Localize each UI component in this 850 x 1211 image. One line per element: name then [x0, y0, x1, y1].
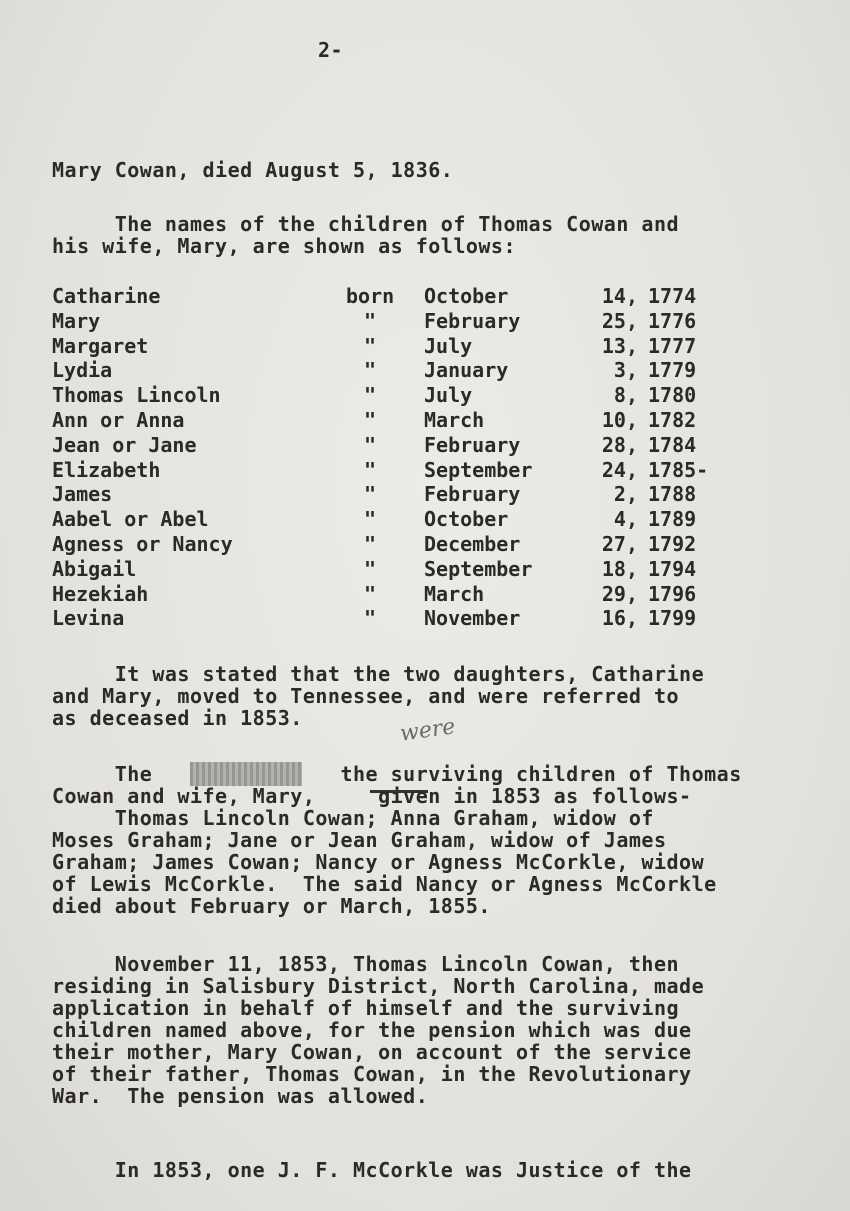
birth-year: 1779	[648, 358, 697, 383]
child-name: Agness or Nancy	[52, 531, 233, 556]
child-row	[52, 408, 752, 433]
child-name: Thomas Lincoln	[52, 383, 221, 408]
birth-year: 1799	[648, 606, 697, 631]
birth-year: 1796	[648, 581, 697, 606]
birth-year: 1792	[648, 531, 697, 556]
birth-day: 29,	[601, 581, 638, 606]
born-label: "	[364, 507, 377, 532]
birth-month: February	[424, 308, 521, 333]
text-line: It was stated that the two daughters, Catharine	[52, 662, 705, 686]
child-row	[52, 557, 752, 582]
birth-day: 28,	[601, 432, 638, 457]
text-line: his wife, Mary, are shown as follows:	[52, 234, 517, 258]
born-label: "	[364, 358, 377, 383]
text-line: application in behalf of himself and the surviving	[52, 996, 680, 1020]
text-line: died about February or March, 1855.	[52, 894, 491, 918]
born-label: "	[364, 383, 377, 408]
text-line: The names of the children of Thomas Cowan and	[52, 212, 680, 236]
child-row	[52, 334, 752, 359]
birth-year: 1794	[648, 556, 697, 581]
birth-year: 1776	[648, 308, 697, 333]
birth-year: 1780	[648, 383, 697, 408]
child-row	[52, 284, 752, 309]
children-birth-table	[52, 284, 752, 631]
birth-year: 1788	[648, 482, 697, 507]
text-line: of Lewis McCorkle. The said Nancy or Agness McCorkle	[52, 872, 717, 896]
birth-year: 1784	[648, 432, 697, 457]
child-name: Margaret	[52, 333, 149, 358]
birth-day: 14,	[601, 284, 638, 308]
born-label: "	[364, 581, 377, 606]
birth-day: 10,	[601, 407, 638, 432]
birth-day: 24,	[601, 457, 638, 482]
born-label: "	[364, 432, 377, 457]
born-label: "	[364, 556, 377, 581]
child-name: Mary	[52, 308, 101, 333]
child-name: Elizabeth	[52, 457, 161, 482]
birth-year: 1777	[648, 333, 697, 358]
text-line: Thomas Lincoln Cowan; Anna Graham, widow of	[52, 806, 654, 830]
born-label: "	[364, 407, 377, 432]
text-line: The the surviving children of Thomas	[52, 762, 742, 786]
born-label: "	[364, 333, 377, 358]
child-row	[52, 433, 752, 458]
child-name: Ann or Anna	[52, 407, 185, 432]
child-name: Levina	[52, 606, 125, 631]
text-line: and Mary, moved to Tennessee, and were referred to	[52, 684, 680, 708]
born-label: "	[364, 531, 377, 556]
birth-month: July	[424, 333, 473, 358]
born-label: born	[346, 284, 395, 308]
born-label: "	[364, 482, 377, 507]
birth-year: 1785-	[648, 457, 709, 482]
child-row	[52, 532, 752, 557]
birth-month: July	[424, 383, 473, 408]
child-row	[52, 507, 752, 532]
text-line: Moses Graham; Jane or Jean Graham, widow of James	[52, 828, 667, 852]
text-line: their mother, Mary Cowan, on account of the service	[52, 1040, 692, 1064]
text-line: residing in Salisbury District, North Carolina, made	[52, 974, 705, 998]
birth-day: 3,	[613, 358, 638, 383]
text-line: children named above, for the pension which was due	[52, 1018, 692, 1042]
child-row	[52, 358, 752, 383]
birth-month: February	[424, 482, 521, 507]
birth-month: March	[424, 581, 485, 606]
child-name: James	[52, 482, 113, 507]
birth-month: October	[424, 284, 509, 308]
child-name: Abigail	[52, 556, 137, 581]
text-line: Cowan and wife, Mary, given in 1853 as follows-	[52, 784, 692, 808]
birth-day: 8,	[613, 383, 638, 408]
child-name: Jean or Jane	[52, 432, 197, 457]
child-name: Aabel or Abel	[52, 507, 209, 532]
born-label: "	[364, 606, 377, 631]
birth-month: December	[424, 531, 521, 556]
born-label: "	[364, 457, 377, 482]
child-row	[52, 582, 752, 607]
text-line: In 1853, one J. F. McCorkle was Justice of the	[52, 1158, 692, 1182]
birth-year: 1782	[648, 407, 697, 432]
birth-day: 27,	[601, 531, 638, 556]
birth-day: 4,	[613, 507, 638, 532]
birth-day: 25,	[601, 308, 638, 333]
birth-month: November	[424, 606, 521, 631]
child-row	[52, 458, 752, 483]
child-row	[52, 309, 752, 334]
child-row	[52, 606, 752, 631]
birth-month: January	[424, 358, 509, 383]
child-row	[52, 482, 752, 507]
birth-day: 13,	[601, 333, 638, 358]
born-label: "	[364, 308, 377, 333]
birth-year: 1774	[648, 284, 697, 308]
text-line: of their father, Thomas Cowan, in the Revolutionary	[52, 1062, 692, 1086]
birth-day: 18,	[601, 556, 638, 581]
birth-year: 1789	[648, 507, 697, 532]
text-line: November 11, 1853, Thomas Lincoln Cowan, then	[52, 952, 680, 976]
handwritten-correction: were	[398, 714, 457, 747]
birth-month: October	[424, 507, 509, 532]
text-line: Graham; James Cowan; Nancy or Agness McCorkle, widow	[52, 850, 705, 874]
child-name: Catharine	[52, 284, 161, 308]
birth-month: September	[424, 457, 533, 482]
birth-day: 16,	[601, 606, 638, 631]
death-line: Mary Cowan, died August 5, 1836.	[52, 158, 454, 182]
birth-month: September	[424, 556, 533, 581]
child-name: Lydia	[52, 358, 113, 383]
page-number: 2-	[318, 38, 344, 62]
birth-month: February	[424, 432, 521, 457]
birth-month: March	[424, 407, 485, 432]
birth-day: 2,	[613, 482, 638, 507]
child-row	[52, 383, 752, 408]
text-line: as deceased in 1853.	[52, 706, 303, 730]
child-name: Hezekiah	[52, 581, 149, 606]
text-line: War. The pension was allowed.	[52, 1084, 429, 1108]
